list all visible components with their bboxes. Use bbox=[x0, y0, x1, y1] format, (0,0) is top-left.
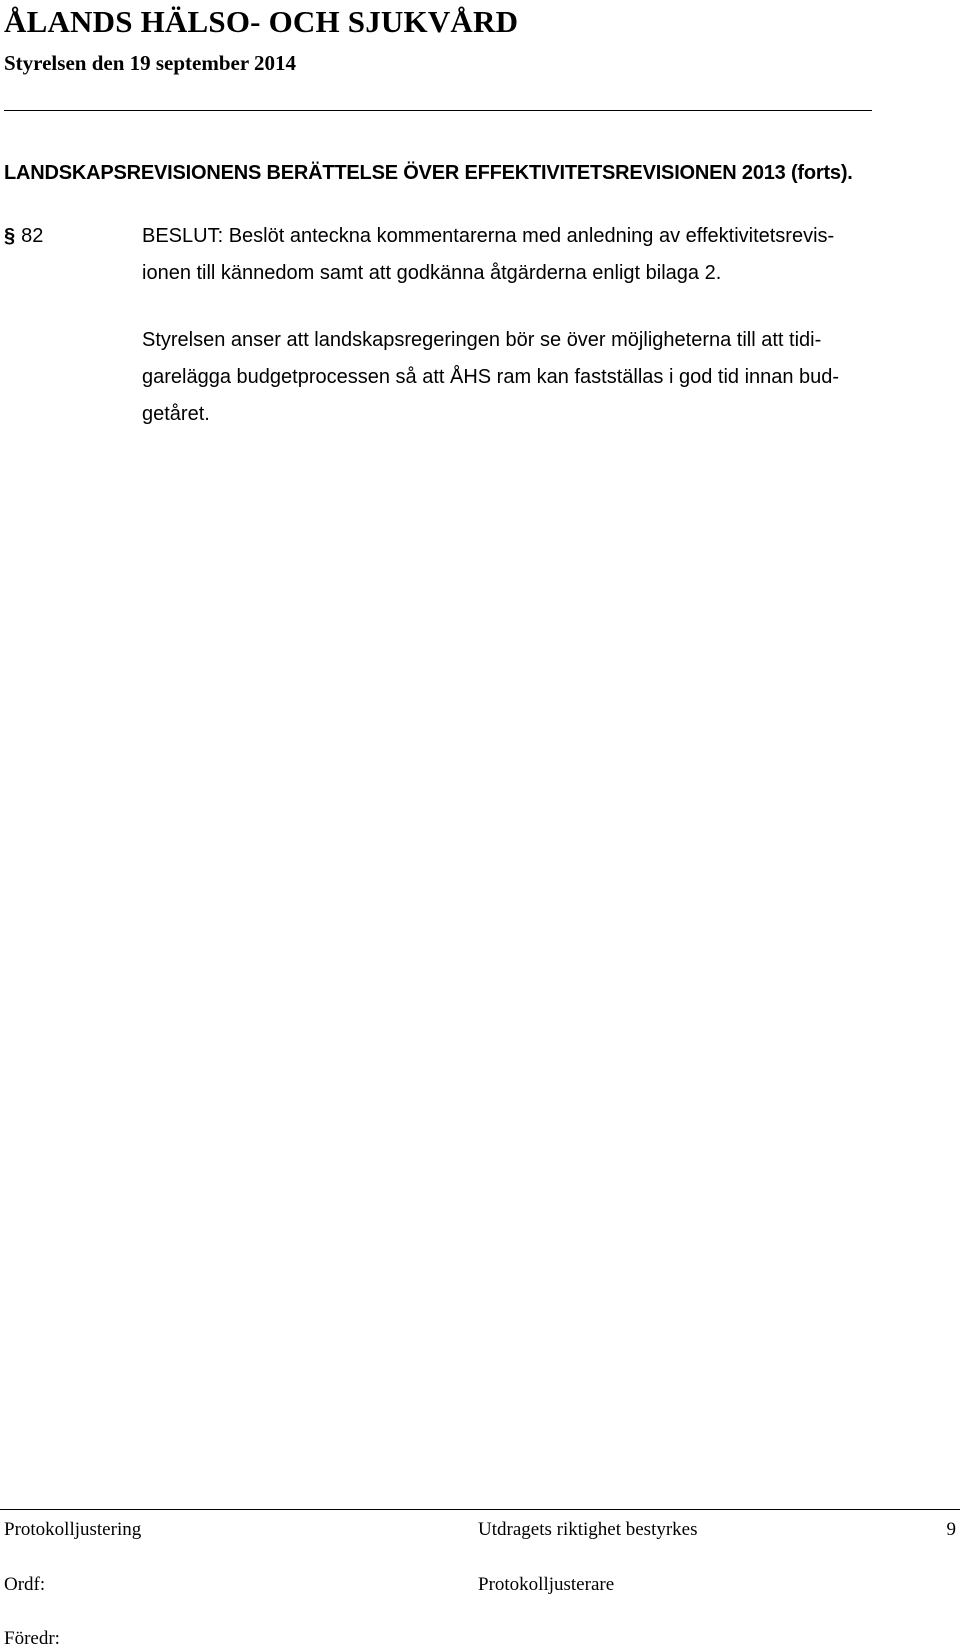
footer-divider bbox=[0, 1509, 960, 1510]
footer-certified-label: Utdragets riktighet bestyrkes bbox=[478, 1519, 698, 1540]
section-heading: LANDSKAPSREVISIONENS BERÄTTELSE ÖVER EFFEKTIVITETSREVISIONEN 2013 (forts). bbox=[4, 162, 853, 184]
page-number: 9 bbox=[946, 1519, 956, 1540]
paragraph-number-value: 82 bbox=[21, 225, 44, 247]
meeting-date: Styrelsen den 19 september 2014 bbox=[4, 51, 297, 75]
statement-line: Styrelsen anser att landskapsregeringen bör se över möjligheterna till att tidi- bbox=[142, 329, 822, 351]
decision-text bbox=[142, 218, 942, 292]
statement-line: garelägga budgetprocessen så att ÅHS ram kan fastställas i god tid innan bud- bbox=[142, 366, 840, 388]
footer-presenter-label: Föredr: bbox=[4, 1628, 60, 1649]
organization-title: ÅLANDS HÄLSO- OCH SJUKVÅRD bbox=[4, 4, 519, 39]
footer-adjusters-label: Protokolljusterare bbox=[478, 1574, 615, 1595]
decision-line: BESLUT: Beslöt anteckna kommentarerna med anledning av effektivitetsrevis- bbox=[142, 225, 835, 247]
statement-line: getåret. bbox=[142, 403, 210, 425]
paragraph-number bbox=[4, 225, 43, 248]
decision-line: ionen till kännedom samt att godkänna åtgärderna enligt bilaga 2. bbox=[142, 262, 722, 284]
section-symbol: § bbox=[4, 225, 16, 247]
footer-adjustment-label: Protokolljustering bbox=[4, 1519, 142, 1540]
statement-text bbox=[142, 322, 942, 433]
footer-chair-label: Ordf: bbox=[4, 1574, 46, 1595]
header-divider bbox=[4, 110, 872, 111]
